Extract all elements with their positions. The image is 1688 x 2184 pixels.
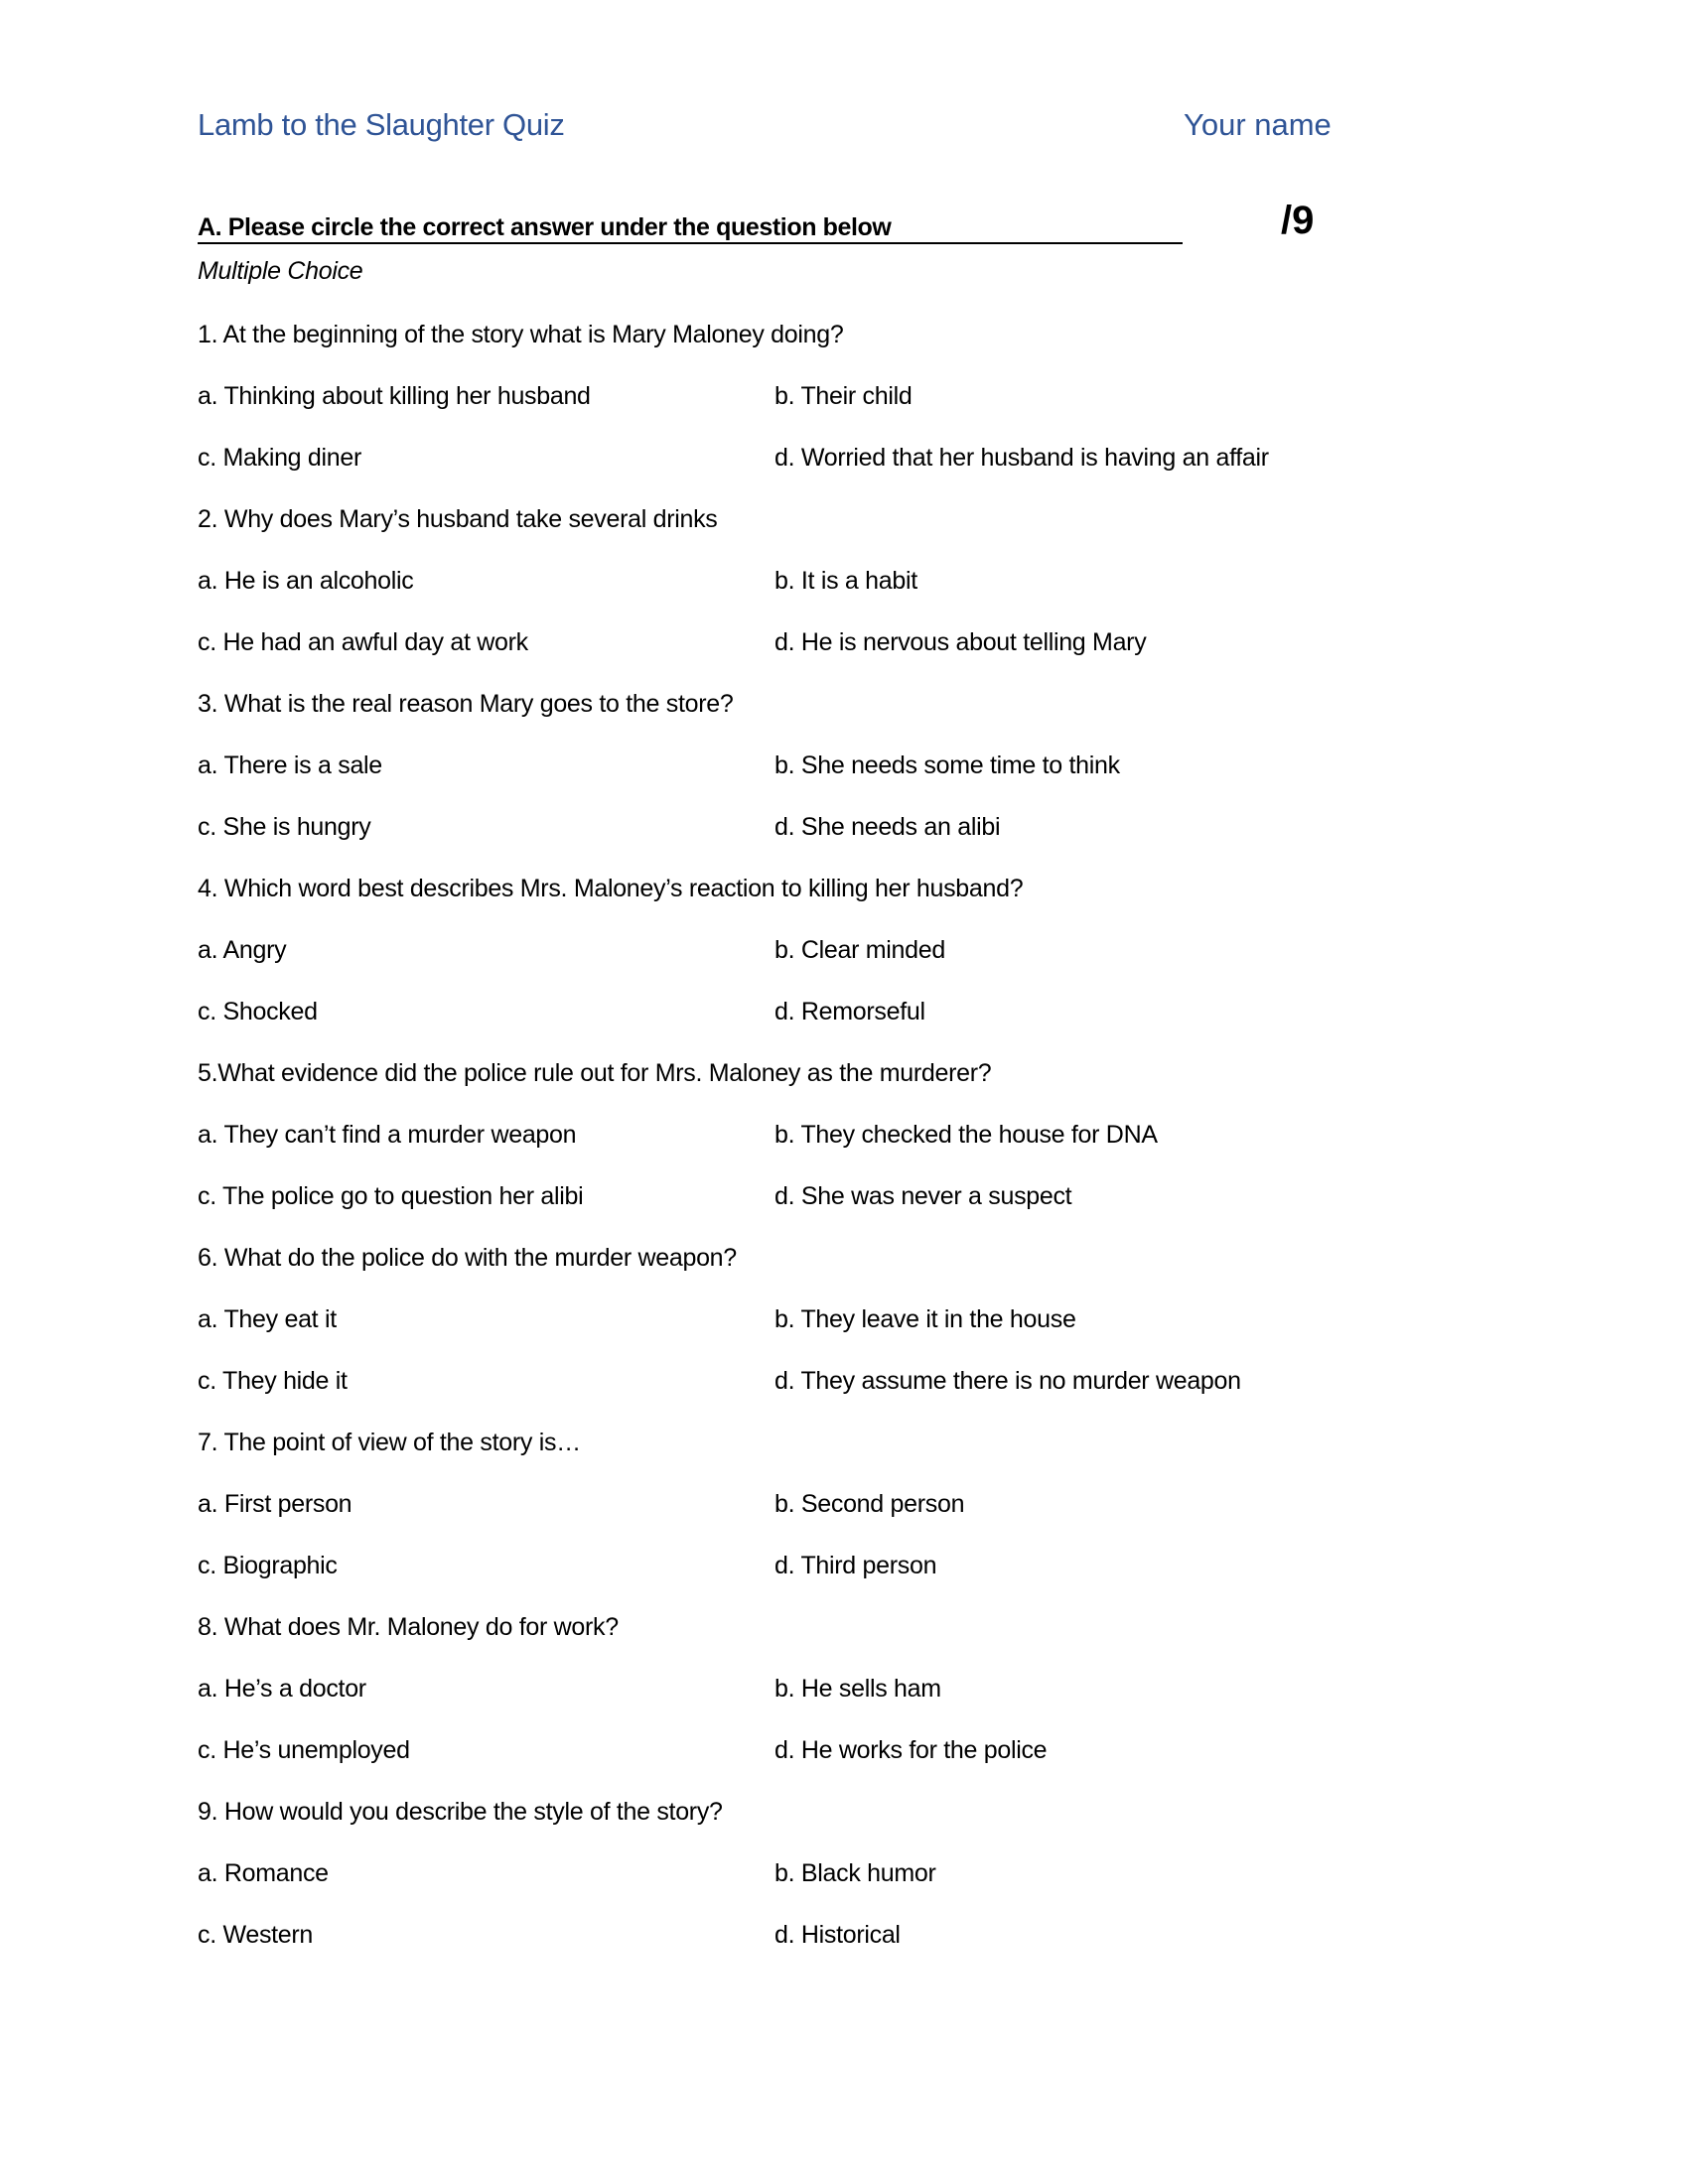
q8-option-d[interactable]: d. He works for the police bbox=[774, 1736, 1048, 1764]
question-6: 6. What do the police do with the murder weapon? bbox=[198, 1244, 737, 1272]
section-subheading: Multiple Choice bbox=[198, 257, 363, 285]
question-2: 2. Why does Mary’s husband take several drinks bbox=[198, 505, 718, 533]
q3-option-d[interactable]: d. She needs an alibi bbox=[774, 813, 1001, 841]
q8-option-c[interactable]: c. He’s unemployed bbox=[198, 1736, 410, 1764]
q2-option-b[interactable]: b. It is a habit bbox=[774, 567, 917, 595]
question-5: 5.What evidence did the police rule out for Mrs. Maloney as the murderer? bbox=[198, 1059, 992, 1087]
your-name-label: Your name bbox=[1184, 107, 1332, 142]
q1-option-d[interactable]: d. Worried that her husband is having an affair bbox=[774, 444, 1269, 472]
question-9: 9. How would you describe the style of the story? bbox=[198, 1798, 723, 1826]
q5-option-b[interactable]: b. They checked the house for DNA bbox=[774, 1121, 1158, 1149]
q1-option-b[interactable]: b. Their child bbox=[774, 382, 913, 410]
question-1: 1. At the beginning of the story what is Mary Maloney doing? bbox=[198, 321, 844, 348]
question-7: 7. The point of view of the story is… bbox=[198, 1429, 581, 1456]
question-8: 8. What does Mr. Maloney do for work? bbox=[198, 1613, 619, 1641]
q4-option-b[interactable]: b. Clear minded bbox=[774, 936, 945, 964]
q9-option-a[interactable]: a. Romance bbox=[198, 1859, 329, 1887]
q3-option-a[interactable]: a. There is a sale bbox=[198, 751, 382, 779]
question-3: 3. What is the real reason Mary goes to the store? bbox=[198, 690, 734, 718]
q6-option-d[interactable]: d. They assume there is no murder weapon bbox=[774, 1367, 1241, 1395]
q1-option-c[interactable]: c. Making diner bbox=[198, 444, 362, 472]
q2-option-d[interactable]: d. He is nervous about telling Mary bbox=[774, 628, 1147, 656]
q8-option-a[interactable]: a. He’s a doctor bbox=[198, 1675, 366, 1703]
q8-option-b[interactable]: b. He sells ham bbox=[774, 1675, 941, 1703]
q9-option-b[interactable]: b. Black humor bbox=[774, 1859, 936, 1887]
q4-option-a[interactable]: a. Angry bbox=[198, 936, 287, 964]
q4-option-c[interactable]: c. Shocked bbox=[198, 998, 318, 1025]
q1-option-a[interactable]: a. Thinking about killing her husband bbox=[198, 382, 591, 410]
q2-option-c[interactable]: c. He had an awful day at work bbox=[198, 628, 528, 656]
score-total: /9 bbox=[1281, 199, 1315, 242]
q5-option-d[interactable]: d. She was never a suspect bbox=[774, 1182, 1072, 1210]
q6-option-a[interactable]: a. They eat it bbox=[198, 1305, 337, 1333]
q3-option-b[interactable]: b. She needs some time to think bbox=[774, 751, 1120, 779]
question-4: 4. Which word best describes Mrs. Maloney’s reaction to killing her husband? bbox=[198, 875, 1024, 902]
q9-option-d[interactable]: d. Historical bbox=[774, 1921, 901, 1949]
q7-option-c[interactable]: c. Biographic bbox=[198, 1552, 338, 1579]
quiz-title: Lamb to the Slaughter Quiz bbox=[198, 107, 565, 142]
q5-option-a[interactable]: a. They can’t find a murder weapon bbox=[198, 1121, 577, 1149]
q9-option-c[interactable]: c. Western bbox=[198, 1921, 314, 1949]
section-heading: A. Please circle the correct answer under the question below bbox=[198, 212, 1183, 244]
q6-option-b[interactable]: b. They leave it in the house bbox=[774, 1305, 1076, 1333]
q5-option-c[interactable]: c. The police go to question her alibi bbox=[198, 1182, 584, 1210]
q7-option-b[interactable]: b. Second person bbox=[774, 1490, 965, 1518]
q7-option-d[interactable]: d. Third person bbox=[774, 1552, 937, 1579]
q4-option-d[interactable]: d. Remorseful bbox=[774, 998, 925, 1025]
q3-option-c[interactable]: c. She is hungry bbox=[198, 813, 371, 841]
q2-option-a[interactable]: a. He is an alcoholic bbox=[198, 567, 414, 595]
q6-option-c[interactable]: c. They hide it bbox=[198, 1367, 348, 1395]
q7-option-a[interactable]: a. First person bbox=[198, 1490, 352, 1518]
